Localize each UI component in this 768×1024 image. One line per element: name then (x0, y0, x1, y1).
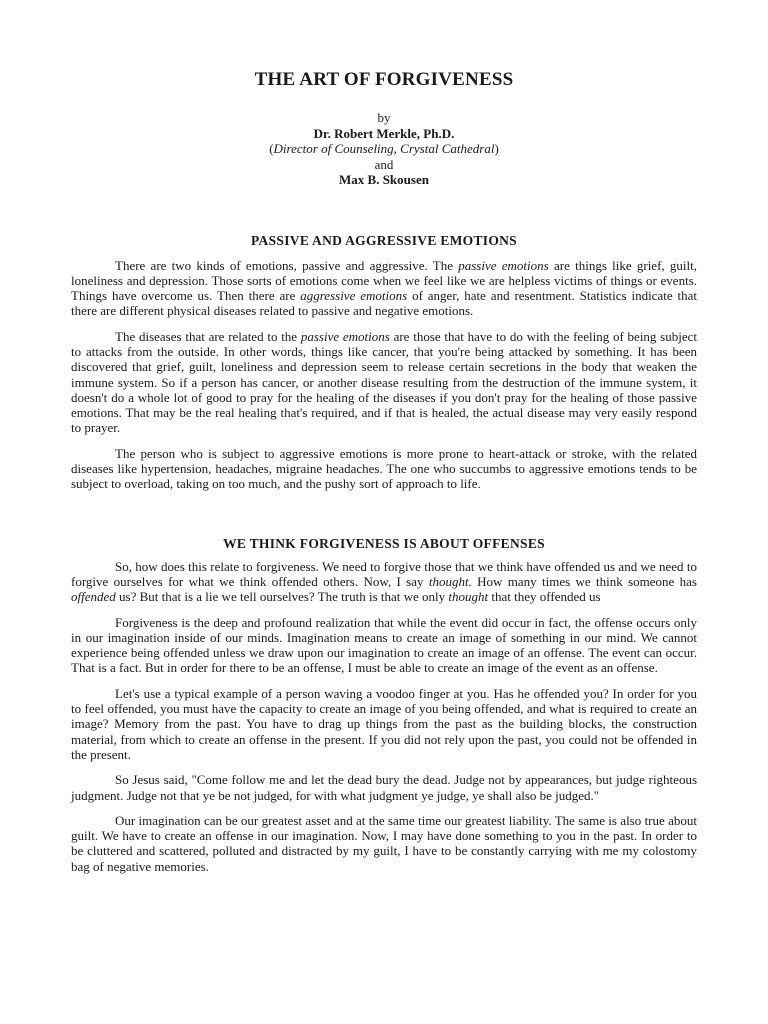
section-heading: PASSIVE AND AGGRESSIVE EMOTIONS (251, 232, 517, 248)
emphasis: thought (448, 589, 489, 605)
emphasis: passive emotions (458, 257, 549, 273)
paragraph: So, how does this relate to forgiveness. We need to forgive those that we think have offended us and we need to forgive ourselves for what we think offended others. Now, I say thought. How many times we think someone has offended us? But that is a lie we tell ourselves? The truth is that we only thought that they offended us (71, 558, 697, 605)
document-title: THE ART OF FORGIVENESS (254, 69, 514, 90)
author-1-affiliation: Director of Counseling, Crystal Cathedral (273, 141, 495, 156)
author-2: Max B. Skousen (339, 172, 429, 187)
paragraph: Our imagination can be our greatest asset and at the same time our greatest liability. The same is also true about guilt. We have to create an offense in our imagination. Now, I may have done something to you in the past. In order to be cluttered and scattered, polluted and distracted by my guilt, I have to be constantly carrying with me my colostomy bag of negative memories. (71, 812, 697, 874)
paragraph: Let's use a typical example of a person waving a voodoo finger at you. Has he offended you? In order for you to feel offended, you must have the capacity to create an image of you being offended, and what is required to create an image? Memory from the past. You have to drag up things from the past as the building blocks, the construction material, from which to create an offense in the present. If you did not rely upon the past, you could not be offended in the present. (71, 685, 697, 762)
by-label: by (377, 110, 391, 125)
author-1-affiliation-line (71, 141, 697, 157)
paragraph: The diseases that are related to the passive emotions are those that have to do with the feeling of being subject to attacks from the outside. In other words, things like cancer, that you're being attacked by something. It has been discovered that grief, guilt, loneliness and depression seem to release certain secretions in the body that weaken the immune system. So if a person has cancer, or another disease resulting from the destruction of the immune system, it doesn't do a whole lot of good to pray for the healing of the diseases if you don't pray for the healing of those passive emotions. That may be the real healing that's required, and if that is healed, the actual disease may very easily respond to prayer. (71, 328, 698, 436)
section-heading: WE THINK FORGIVENESS IS ABOUT OFFENSES (223, 535, 545, 551)
emphasis: thought. (428, 573, 472, 589)
author-1: Dr. Robert Merkle, Ph.D. (313, 125, 455, 141)
paragraph: Forgiveness is the deep and profound realization that while the event did occur in fact, the offense occurs only in our imagination inside of our minds. Imagination means to create an image of something in our mind. We cannot experience being offended unless we draw upon our imagination to create an image of an offense. The event can occur. That is a fact. But in order for there to be an offense, I must be able to create an image of the event as an offense. (71, 614, 697, 676)
section-forgiveness-offenses (71, 536, 697, 874)
and-label: and (374, 156, 394, 172)
affiliation-close-paren: ) (494, 141, 499, 156)
affiliation-open-paren: ( (269, 141, 274, 156)
section-passive-aggressive (71, 233, 697, 492)
emphasis: aggressive emotions (300, 288, 408, 304)
paragraph: There are two kinds of emotions, passive and aggressive. The passive emotions are things like grief, guilt, loneliness and depression. Those sorts of emotions come when we feel like we are helpless victims of things or events. Things have overcome us. Then there are aggressive emotions of anger, hate and resentment. Statistics indicate that there are different physical diseases related to passive and negative emotions. (71, 257, 697, 319)
paragraph: The person who is subject to aggressive emotions is more prone to heart-attack or stroke, with the related diseases like hypertension, headaches, migraine headaches. The one who succumbs to aggressive emotions tends to be subject to overload, taking on too much, and the pushy sort of approach to life. (71, 445, 697, 492)
emphasis: passive emotions (300, 328, 390, 344)
emphasis: offended (71, 589, 116, 605)
paragraph: So Jesus said, "Come follow me and let the dead bury the dead. Judge not by appearances, but judge righteous judgment. Judge not that ye be not judged, for with what judgment ye judge, ye shall also be judged." (71, 772, 697, 803)
byline (71, 110, 697, 188)
